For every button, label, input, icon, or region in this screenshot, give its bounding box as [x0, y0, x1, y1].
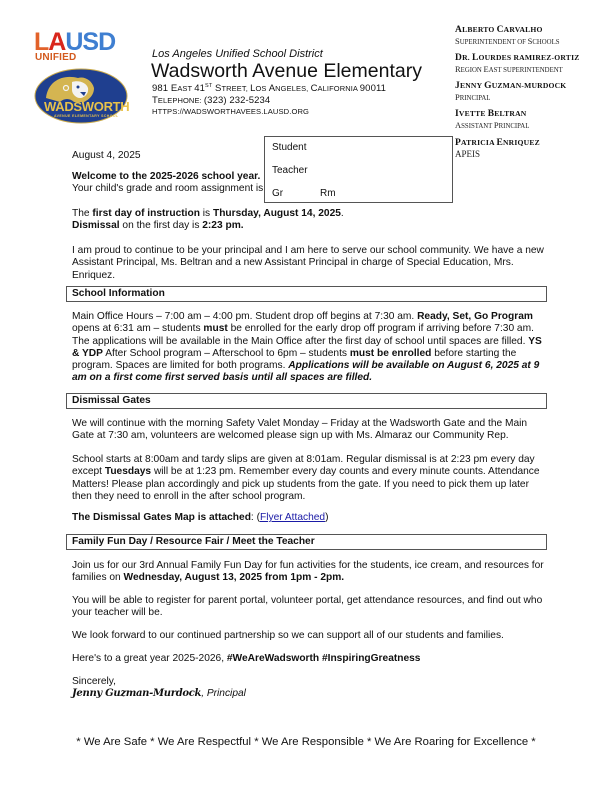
teacher-label: Teacher [272, 165, 308, 176]
school-address: 981 EAST 41ST STREET, LOS ANGELES, CALIFORNIA 90011 [152, 83, 387, 95]
lausd-letter-l: L [34, 28, 49, 56]
school-name: Wadsworth Avenue Elementary [151, 60, 422, 82]
assignment-line: Your child's grade and room assignment is [72, 183, 264, 194]
closing: Sincerely, [72, 676, 116, 687]
lausd-letter-s: S [82, 28, 99, 56]
footer-motto: * We Are Safe * We Are Respectful * We Are Responsible * We Are Roaring for Excellence * [76, 736, 536, 748]
signature-name: Jenny Guzman-Murdock [72, 688, 202, 699]
staff-name: ALBERTO CARVALHO [455, 25, 543, 35]
school-telephone: TELEPHONE: (323) 232-5234 [152, 95, 271, 106]
lausd-wordmark [34, 30, 115, 54]
section-header-family-fun-day: Family Fun Day / Resource Fair / Meet the Teacher [66, 534, 547, 550]
staff-title: REGION EAST SUPERINTENDENT [455, 64, 563, 74]
first-day-line: The first day of instruction is Thursday, August 14, 2025. [72, 208, 344, 219]
hashtag-line: Here's to a great year 2025-2026, #WeAreWadsworth #InspiringGreatness [72, 653, 421, 664]
signature [72, 688, 550, 700]
lausd-logo [34, 30, 140, 66]
wadsworth-logo-name: WADSWORTH [44, 99, 130, 114]
section-header-dismissal-gates: Dismissal Gates [66, 393, 547, 409]
staff-name: DR. LOURDES RAMIREZ-ORTIZ [455, 53, 580, 63]
staff-title: PRINCIPAL [455, 92, 491, 102]
section-header-school-information: School Information [66, 286, 547, 302]
lausd-unified-label: UNIFIED [35, 52, 77, 63]
family-fun-day-paragraph-2: You will be able to register for parent portal, volunteer portal, get attendance resources, and find out who your teacher will be. [72, 595, 543, 619]
staff-entry [455, 53, 580, 74]
student-label: Student [272, 142, 307, 153]
wadsworth-logo-subtitle: AVENUE ELEMENTARY SCHOOL [54, 114, 119, 118]
staff-entry [455, 25, 560, 46]
staff-name: JENNY GUZMAN-MURDOCK [455, 81, 567, 91]
dismissal-gates-paragraph-2: School starts at 8:00am and tardy slips are given at 8:01am. Regular dismissal is at 2:23 pm every day except Tuesdays will be at 1:23 pm. Remember every day counts and every minute counts. Attendance Matters! Please plan accordingly and pick up students from the gate. If you need to pick them up later then they need to enroll in the after school program. [72, 454, 540, 502]
grade-label: Gr [272, 188, 284, 199]
dismissal-line: Dismissal on the first day is 2:23 pm. [72, 220, 244, 231]
staff-entry [455, 81, 566, 102]
letter-date: August 4, 2025 [72, 150, 141, 161]
staff-title: ASSISTANT PRINCIPAL [455, 120, 530, 130]
district-name: Los Angeles Unified School District [152, 48, 323, 60]
school-website[interactable]: HTTPS://WADSWORTHAVEES.LAUSD.ORG [152, 107, 310, 116]
school-info-paragraph: Main Office Hours – 7:00 am – 4:00 pm. Student drop off begins at 7:30 am. Ready, Set, Go Program opens at 6:31 am – students must be enrolled for the early drop off program if arriving before 7:30 am. The applications will be available in the Main Office after the first day of school until spaces are filled. YS & YDP After School program – Afterschool to 6pm – students must be enrolled before starting the program. Spaces are limited for both programs. Applications will be available on August 6, 2025 at 9 am on a first come first served basis until all spaces are filled. [72, 311, 542, 384]
staff-name: PATRICIA ENRIQUEZ [455, 138, 540, 148]
staff-name: IVETTE BELTRAN [455, 109, 527, 119]
family-fun-day-paragraph-3: We look forward to our continued partnership so we can support all of our students and families. [72, 630, 504, 641]
lausd-letter-a: A [48, 28, 66, 56]
staff-entry [455, 109, 529, 130]
dismissal-gates-paragraph-1: We will continue with the morning Safety Valet Monday – Friday at the Wadsworth Gate and the Main Gate at 7:30 am, volunteers are welcomed please sign up with Ms. Almaraz our Community Rep. [72, 418, 528, 442]
dismissal-map-line: The Dismissal Gates Map is attached: (Flyer Attached) [72, 512, 329, 523]
staff-title: APEIS [455, 149, 481, 159]
lausd-letter-d: D [98, 28, 116, 56]
flyer-attached-link[interactable]: Flyer Attached [259, 512, 326, 523]
wadsworth-logo [34, 68, 128, 124]
room-label: Rm [320, 188, 336, 199]
lausd-letter-u: U [65, 28, 83, 56]
family-fun-day-paragraph-1: Join us for our 3rd Annual Family Fun Day for fun activities for the students, ice cream, and resources for families on Wednesday, August 13, 2025 from 1pm - 2pm. [72, 560, 544, 584]
staff-title: SUPERINTENDENT OF SCHOOLS [455, 36, 560, 46]
signature-title: , Principal [201, 688, 246, 699]
intro-paragraph: I am proud to continue to be your principal and I am here to serve our school community. We have a new Assistant Principal, Ms. Beltran and a new Assistant Principal in charge of Special Education, Mrs. Enriquez. [72, 245, 544, 281]
welcome-heading: Welcome to the 2025-2026 school year. [72, 171, 261, 182]
